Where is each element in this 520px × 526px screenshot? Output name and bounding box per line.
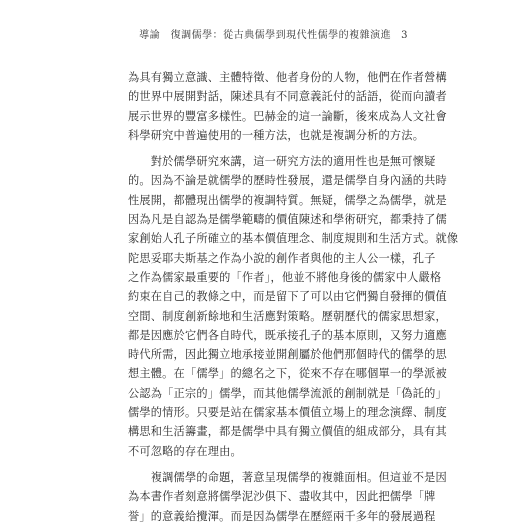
text-line: 不可忽略的存在理由。	[128, 444, 242, 458]
running-head	[120, 26, 408, 41]
text-line: 時代所需，因此獨立地承接並開創屬於他們那個時代的儒學的思	[128, 348, 447, 362]
text-line: 公認為「正宗的」儒學，而其他儒學流派的創制就是「偽託的」	[128, 386, 447, 400]
running-head-title: 導論 復調儒學：從古典儒學到現代性儒學的複雜演進	[139, 30, 392, 41]
text-line: 的。因為不論是就儒學的歷時性發展，還是儒學自身內涵的共時	[128, 174, 447, 188]
text-line: 都是因應於它們各自時代，既承接孔子的基本原則，又努力適應	[128, 328, 447, 342]
text-line: 構思和生活籌畫，都是儒學中具有獨立價值的組成部分，具有其	[128, 425, 447, 439]
text-line: 誉」的意義給攪渾。而是因為儒學在歷經兩千多年的發展過程	[128, 509, 436, 523]
text-line: 性展開，都體現出儒學的複調特質。無疑，儒學之為儒學，就是	[128, 193, 447, 207]
paragraph	[128, 152, 459, 461]
text-line: 科學研究中普遍使用的一種方法，也就是複調分析的方法。	[128, 128, 425, 142]
paragraph-gap	[128, 145, 408, 152]
text-line: 儒學的情形。只要是站在儒家基本價值立場上的理念演繹、制度	[128, 406, 447, 420]
text-line: 為本書作者刻意將儒學泥沙俱下、盡收其中，因此把儒學「牌	[128, 490, 436, 504]
paragraph	[128, 468, 447, 526]
text-line: 家創始人孔子所確立的基本價值理念、制度規則和生活方式。就像	[128, 232, 459, 246]
text-line: 展示世界的豐富多樣性。巴赫金的這一論斷，後來成為人文社會	[128, 109, 447, 123]
text-line: 因為凡是自認為是儒學範疇的價值陳述和學術研究，都秉持了儒	[128, 213, 447, 227]
text-line: 的世界中展開對話，陳述具有不同意義託付的話語，從而向讀者	[128, 90, 447, 104]
text-line: 約束在自己的教條之中，而是留下了可以由它們獨自發揮的價值	[128, 290, 447, 304]
paragraph-gap	[128, 461, 408, 468]
body-text	[128, 68, 459, 526]
text-line: 陀思妥耶夫斯基之作為小說的創作者與他的主人公一樣，孔子	[128, 251, 436, 265]
text-line: 對於儒學研究來講，這一研究方法的適用性也是無可懷疑	[128, 155, 436, 169]
page-number: 3	[401, 30, 408, 41]
paragraph	[128, 68, 447, 145]
text-line: 之作為儒家最重要的「作者」，他並不將他身後的儒家中人嚴格	[128, 270, 442, 284]
text-line: 複調儒學的命題，著意呈現儒學的複雜面相。但這並不是因	[128, 470, 447, 484]
text-line: 空間、制度創新餘地和生活應對策略。歷朝歷代的儒家思想家，	[128, 309, 447, 323]
text-line: 為具有獨立意識、主體特徵、他者身份的人物，他們在作者營構	[128, 71, 447, 84]
text-line: 想主體。在「儒學」的總名之下，從來不存在哪個單一的學派被	[128, 367, 447, 381]
